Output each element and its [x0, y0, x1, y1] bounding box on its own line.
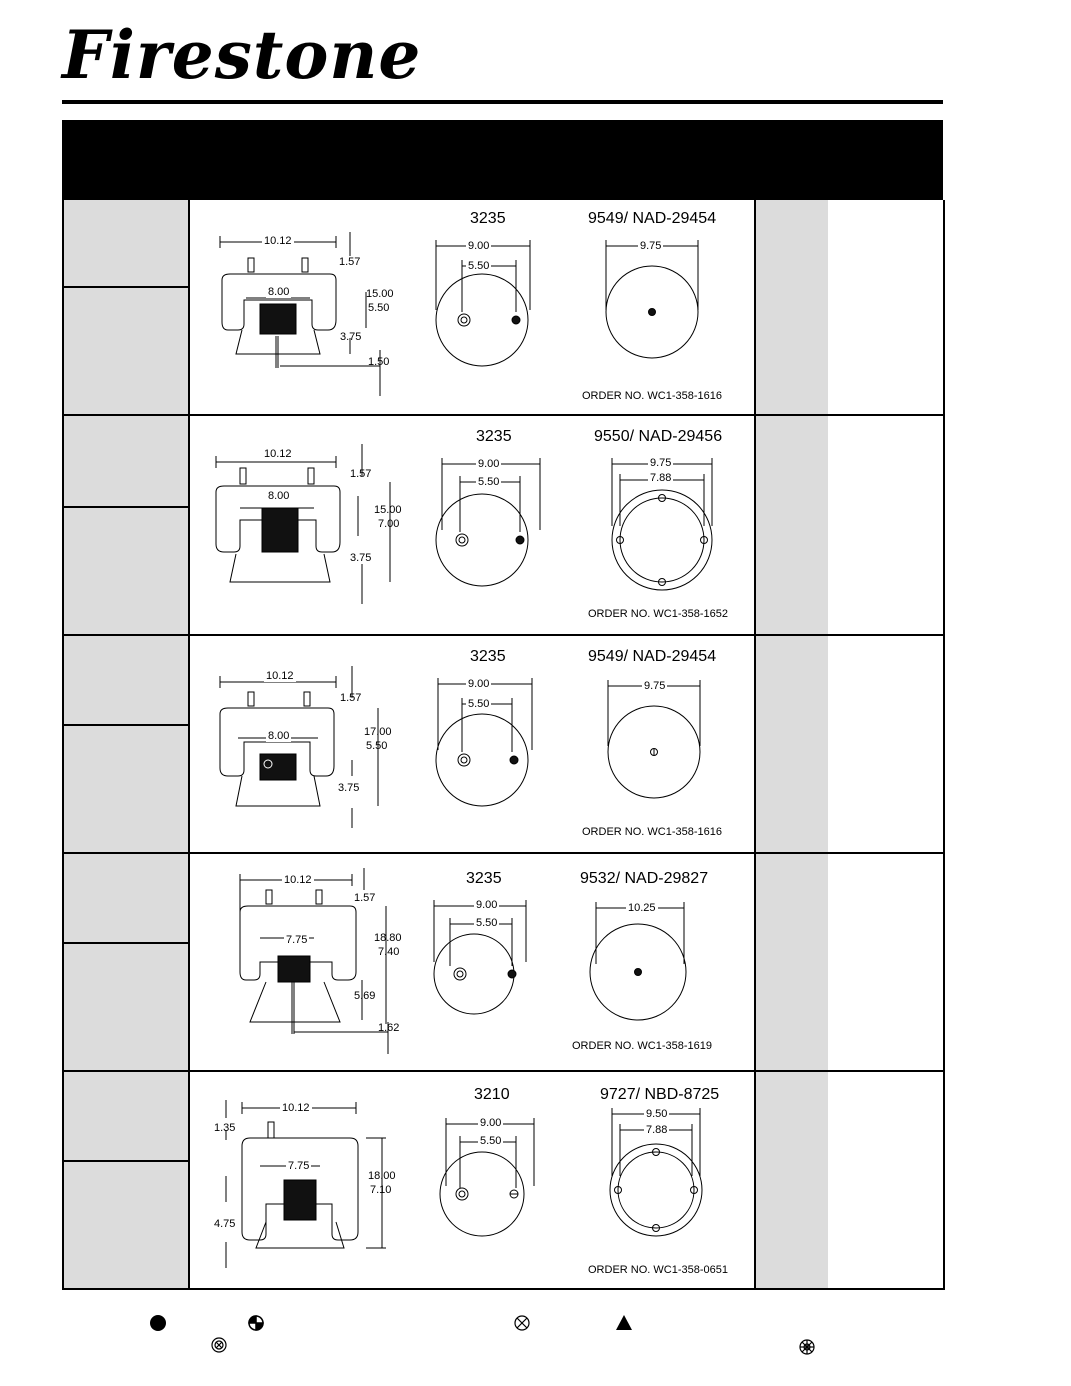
dim-height-2: 5.50 — [368, 302, 390, 314]
dim-inner: 8.00 — [268, 490, 290, 502]
style-number: 3235 — [466, 870, 502, 887]
dim-inner: 8.00 — [268, 286, 290, 298]
top-plate-inner: 5.50 — [468, 260, 490, 272]
bottom-plate-outer: 9.50 — [646, 1108, 668, 1120]
top-plate-outer: 9.00 — [468, 240, 490, 252]
bottom-plate-outer: 9.75 — [650, 457, 672, 469]
dim-height-2: 5.50 — [366, 740, 388, 752]
top-plate-inner: 5.50 — [468, 698, 490, 710]
order-number: ORDER NO. WC1-358-1652 — [588, 608, 728, 620]
dim-top: 1.57 — [350, 468, 372, 480]
dim-inner: 7.75 — [286, 934, 308, 946]
double-circle-icon — [212, 1338, 226, 1352]
top-plate-outer: 9.00 — [478, 458, 500, 470]
order-number: ORDER NO. WC1-358-0651 — [588, 1264, 728, 1276]
dim-width: 10.12 — [282, 1102, 310, 1114]
dim-height-1: 18.80 — [374, 932, 402, 944]
part-number: 9549/ NAD-29454 — [588, 210, 717, 227]
dim-height-1: 17.00 — [364, 726, 392, 738]
dim-height-1: 18.00 — [368, 1170, 396, 1182]
dim-inner: 8.00 — [268, 730, 290, 742]
dim-low: 3.75 — [340, 331, 362, 343]
dim-top: 1.57 — [339, 256, 361, 268]
dim-height-2: 7.00 — [378, 518, 400, 530]
top-plate-outer: 9.00 — [480, 1117, 502, 1129]
dim-low: 3.75 — [350, 552, 372, 564]
dim-width: 10.12 — [264, 235, 292, 247]
dim-low: 3.75 — [338, 782, 360, 794]
style-number: 3235 — [470, 648, 506, 665]
order-number: ORDER NO. WC1-358-1619 — [572, 1040, 712, 1052]
top-plate-inner: 5.50 — [478, 476, 500, 488]
dim-width: 10.12 — [264, 448, 292, 460]
dim-low: 5.69 — [354, 990, 376, 1002]
part-number: 9727/ NBD-8725 — [600, 1086, 720, 1103]
quartered-circle-icon — [249, 1316, 263, 1330]
firestone-logo: Firestone — [62, 16, 422, 94]
dim-inner: 7.75 — [288, 1160, 310, 1172]
solid-triangle-icon — [616, 1315, 632, 1330]
bottom-plate-outer: 9.75 — [640, 240, 662, 252]
order-number: ORDER NO. WC1-358-1616 — [582, 826, 722, 838]
dim-low: 4.75 — [214, 1218, 236, 1230]
dim-stud: 1.62 — [378, 1022, 400, 1034]
dim-stud: 1.50 — [368, 356, 390, 368]
top-plate-outer: 9.00 — [476, 899, 498, 911]
bottom-plate-outer: 10.25 — [628, 902, 656, 914]
bottom-plate-outer: 9.75 — [644, 680, 666, 692]
style-number: 3235 — [476, 428, 512, 445]
dim-top: 1.57 — [340, 692, 362, 704]
dim-top: 1.35 — [214, 1122, 236, 1134]
dim-height-1: 15.00 — [374, 504, 402, 516]
crossed-circle-icon — [515, 1316, 529, 1330]
bottom-plate-inner: 7.88 — [650, 472, 672, 484]
bottom-plate-inner: 7.88 — [646, 1124, 668, 1136]
dim-width: 10.12 — [284, 874, 312, 886]
part-number: 9532/ NAD-29827 — [580, 870, 709, 887]
solid-circle-icon — [150, 1315, 166, 1331]
dim-top: 1.57 — [354, 892, 376, 904]
part-number: 9550/ NAD-29456 — [594, 428, 723, 445]
top-plate-inner: 5.50 — [476, 917, 498, 929]
dim-height-2: 7.10 — [370, 1184, 392, 1196]
order-number: ORDER NO. WC1-358-1616 — [582, 390, 722, 402]
dim-height-1: 15.00 — [366, 288, 394, 300]
spoked-circle-icon — [800, 1340, 814, 1354]
dim-height-2: 7.40 — [378, 946, 400, 958]
dim-width: 10.12 — [266, 670, 294, 682]
top-plate-inner: 5.50 — [480, 1135, 502, 1147]
top-plate-outer: 9.00 — [468, 678, 490, 690]
style-number: 3210 — [474, 1086, 510, 1103]
style-number: 3235 — [470, 210, 506, 227]
part-number: 9549/ NAD-29454 — [588, 648, 717, 665]
